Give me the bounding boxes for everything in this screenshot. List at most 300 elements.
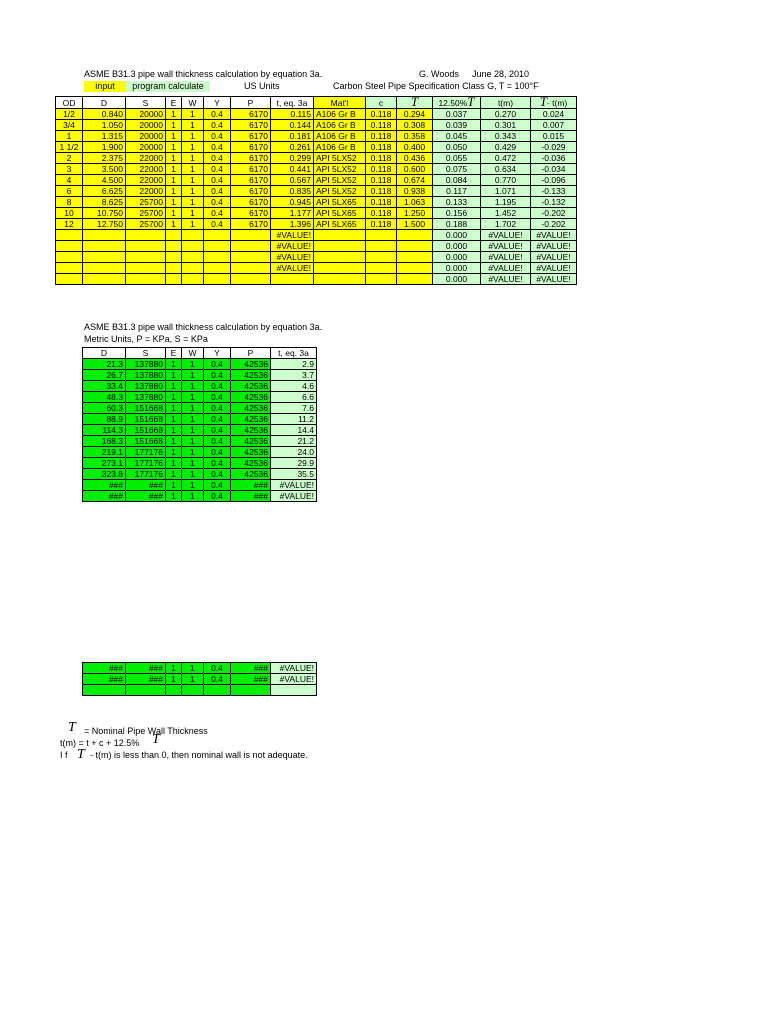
us-cell[interactable]: #VALUE! (271, 241, 314, 252)
us-cell[interactable] (271, 274, 314, 285)
us-cell[interactable]: 0.039 (433, 120, 481, 131)
metric-cell[interactable]: 151668 (126, 436, 166, 447)
metric-cell[interactable]: 1 (182, 469, 204, 480)
us-cell[interactable]: 0.294 (397, 109, 433, 120)
us-cell[interactable]: API 5LX52 (314, 186, 366, 197)
metric-cell[interactable]: #VALUE! (271, 480, 317, 491)
us-cell[interactable]: 0.4 (204, 219, 231, 230)
us-cell[interactable]: API 5LX52 (314, 153, 366, 164)
metric-cell[interactable]: 137880 (126, 381, 166, 392)
metric-cell[interactable]: ### (231, 480, 271, 491)
metric-cell[interactable]: 21.2 (271, 436, 317, 447)
us-cell[interactable]: 0.4 (204, 109, 231, 120)
us-cell[interactable]: 1 (166, 142, 182, 153)
us-cell[interactable] (126, 274, 166, 285)
us-cell[interactable] (397, 230, 433, 241)
us-cell[interactable] (166, 241, 182, 252)
metric-cell[interactable]: 0.4 (204, 469, 231, 480)
metric-cell[interactable]: 219.1 (83, 447, 126, 458)
metric-cell[interactable]: 1 (166, 403, 182, 414)
metric-cell[interactable]: 0.4 (204, 370, 231, 381)
us-cell[interactable] (397, 252, 433, 263)
metric-cell[interactable]: 1 (182, 491, 204, 502)
us-cell[interactable]: API 5LX52 (314, 175, 366, 186)
metric-cell[interactable]: 6.6 (271, 392, 317, 403)
us-cell[interactable]: 0.118 (366, 197, 397, 208)
metric-cell[interactable]: 168.3 (83, 436, 126, 447)
us-cell[interactable]: 6170 (231, 208, 271, 219)
metric-cell[interactable]: ### (126, 491, 166, 502)
metric-cell[interactable]: 1 (166, 469, 182, 480)
us-cell[interactable] (314, 263, 366, 274)
metric-cell[interactable]: 273.1 (83, 458, 126, 469)
metric-cell[interactable]: 1 (166, 425, 182, 436)
us-cell[interactable]: 0.118 (366, 131, 397, 142)
us-cell[interactable]: 0.115 (271, 109, 314, 120)
us-cell[interactable]: 1.250 (397, 208, 433, 219)
us-cell[interactable]: 0.674 (397, 175, 433, 186)
metric-cell[interactable]: 1 (182, 436, 204, 447)
us-cell[interactable] (166, 274, 182, 285)
us-cell[interactable]: 1.177 (271, 208, 314, 219)
metric-cell[interactable]: 151668 (126, 403, 166, 414)
metric-cell[interactable]: 137880 (126, 392, 166, 403)
us-cell[interactable]: 1.702 (481, 219, 531, 230)
metric-cell[interactable]: 42536 (231, 458, 271, 469)
metric-cell[interactable]: 42536 (231, 447, 271, 458)
us-cell[interactable]: 0.037 (433, 109, 481, 120)
us-cell[interactable]: 0.4 (204, 208, 231, 219)
us-cell[interactable]: 0.133 (433, 197, 481, 208)
metric-cell[interactable]: 3.7 (271, 370, 317, 381)
us-cell[interactable]: 1 (166, 120, 182, 131)
us-cell[interactable]: 20000 (126, 109, 166, 120)
us-cell[interactable]: 0.301 (481, 120, 531, 131)
us-cell[interactable] (204, 274, 231, 285)
us-cell[interactable]: 1 (182, 153, 204, 164)
metric-cell[interactable]: 60.3 (83, 403, 126, 414)
metric-cell[interactable]: 0.4 (204, 663, 231, 674)
metric-cell[interactable]: 42536 (231, 436, 271, 447)
metric-cell[interactable]: ### (231, 663, 271, 674)
us-cell[interactable]: #VALUE! (271, 252, 314, 263)
metric-cell[interactable]: 1 (182, 663, 204, 674)
us-cell[interactable] (204, 252, 231, 263)
us-cell[interactable] (231, 252, 271, 263)
metric-cell[interactable]: 7.6 (271, 403, 317, 414)
us-cell[interactable]: 0.945 (271, 197, 314, 208)
us-cell[interactable]: 20000 (126, 131, 166, 142)
us-cell[interactable]: 2 (56, 153, 83, 164)
metric-cell[interactable]: 26.7 (83, 370, 126, 381)
us-cell[interactable]: #VALUE! (531, 263, 577, 274)
us-cell[interactable]: 1 (182, 186, 204, 197)
us-cell[interactable] (56, 263, 83, 274)
metric-cell[interactable] (231, 685, 271, 696)
us-cell[interactable] (397, 241, 433, 252)
metric-cell[interactable]: 0.4 (204, 381, 231, 392)
us-cell[interactable] (204, 263, 231, 274)
us-cell[interactable]: 0.156 (433, 208, 481, 219)
us-cell[interactable]: 6 (56, 186, 83, 197)
us-cell[interactable]: 0.118 (366, 164, 397, 175)
metric-cell[interactable]: 0.4 (204, 480, 231, 491)
metric-cell[interactable]: 0.4 (204, 436, 231, 447)
metric-cell[interactable]: ### (126, 480, 166, 491)
us-cell[interactable]: 1 (166, 208, 182, 219)
us-cell[interactable]: 0.835 (271, 186, 314, 197)
us-cell[interactable]: -0.202 (531, 219, 577, 230)
us-cell[interactable] (231, 263, 271, 274)
metric-cell[interactable]: 1 (166, 359, 182, 370)
us-cell[interactable] (204, 241, 231, 252)
us-cell[interactable]: 0.118 (366, 175, 397, 186)
metric-cell[interactable]: ### (83, 480, 126, 491)
us-cell[interactable]: A106 Gr B (314, 142, 366, 153)
us-cell[interactable]: 0.000 (433, 230, 481, 241)
us-cell[interactable]: 6170 (231, 219, 271, 230)
metric-cell[interactable]: 1 (182, 447, 204, 458)
metric-cell[interactable]: ### (83, 663, 126, 674)
metric-cell[interactable]: 1 (182, 458, 204, 469)
metric-cell[interactable]: 0.4 (204, 447, 231, 458)
metric-cell[interactable]: 42536 (231, 392, 271, 403)
us-cell[interactable]: 22000 (126, 186, 166, 197)
us-cell[interactable]: -0.132 (531, 197, 577, 208)
metric-cell[interactable]: 1 (166, 480, 182, 491)
us-cell[interactable] (366, 263, 397, 274)
us-cell[interactable]: 0.358 (397, 131, 433, 142)
us-cell[interactable]: 1.195 (481, 197, 531, 208)
metric-cell[interactable]: 42536 (231, 425, 271, 436)
us-cell[interactable]: 6170 (231, 120, 271, 131)
us-cell[interactable]: 0.084 (433, 175, 481, 186)
us-cell[interactable]: 25700 (126, 208, 166, 219)
metric-cell[interactable]: 177176 (126, 447, 166, 458)
us-cell[interactable]: 10.750 (83, 208, 126, 219)
us-cell[interactable] (366, 252, 397, 263)
us-cell[interactable]: 0.4 (204, 153, 231, 164)
us-cell[interactable]: -0.029 (531, 142, 577, 153)
us-cell[interactable] (182, 230, 204, 241)
us-cell[interactable]: #VALUE! (531, 241, 577, 252)
metric-cell[interactable]: 29.9 (271, 458, 317, 469)
us-cell[interactable]: 0.000 (433, 263, 481, 274)
us-cell[interactable] (182, 241, 204, 252)
us-cell[interactable]: 4 (56, 175, 83, 186)
us-cell[interactable] (83, 263, 126, 274)
metric-cell[interactable]: 0.4 (204, 491, 231, 502)
us-cell[interactable]: 0.024 (531, 109, 577, 120)
us-cell[interactable]: API 5LX52 (314, 164, 366, 175)
us-cell[interactable] (314, 241, 366, 252)
us-cell[interactable] (56, 252, 83, 263)
us-cell[interactable]: #VALUE! (271, 230, 314, 241)
metric-cell[interactable]: 1 (166, 414, 182, 425)
us-cell[interactable]: 12 (56, 219, 83, 230)
metric-cell[interactable]: #VALUE! (271, 663, 317, 674)
us-cell[interactable]: 1.452 (481, 208, 531, 219)
metric-cell[interactable] (126, 685, 166, 696)
us-cell[interactable]: 6170 (231, 142, 271, 153)
metric-cell[interactable]: 33.4 (83, 381, 126, 392)
us-cell[interactable] (83, 274, 126, 285)
metric-cell[interactable]: 0.4 (204, 414, 231, 425)
us-cell[interactable]: 0.000 (433, 241, 481, 252)
metric-cell[interactable]: 42536 (231, 370, 271, 381)
us-cell[interactable]: 8.625 (83, 197, 126, 208)
metric-cell[interactable]: 1 (182, 425, 204, 436)
us-cell[interactable]: 1.900 (83, 142, 126, 153)
us-cell[interactable]: 1 (166, 131, 182, 142)
us-cell[interactable]: 6170 (231, 109, 271, 120)
us-cell[interactable]: 0.441 (271, 164, 314, 175)
us-cell[interactable]: 0.436 (397, 153, 433, 164)
us-cell[interactable]: #VALUE! (481, 252, 531, 263)
us-cell[interactable]: 10 (56, 208, 83, 219)
us-cell[interactable]: 0.118 (366, 208, 397, 219)
metric-cell[interactable]: 1 (182, 414, 204, 425)
us-cell[interactable]: 0.000 (433, 274, 481, 285)
metric-cell[interactable]: 1 (182, 480, 204, 491)
us-cell[interactable]: 0.4 (204, 175, 231, 186)
us-cell[interactable] (126, 252, 166, 263)
us-cell[interactable]: 0.343 (481, 131, 531, 142)
metric-cell[interactable]: ### (83, 491, 126, 502)
us-cell[interactable]: 3.500 (83, 164, 126, 175)
metric-cell[interactable]: 1 (182, 392, 204, 403)
us-cell[interactable]: 1 (182, 208, 204, 219)
metric-cell[interactable]: 1 (182, 370, 204, 381)
metric-cell[interactable]: 88.9 (83, 414, 126, 425)
us-cell[interactable] (126, 263, 166, 274)
us-cell[interactable]: 0.429 (481, 142, 531, 153)
metric-cell[interactable]: 1 (166, 436, 182, 447)
metric-cell[interactable]: 0.4 (204, 392, 231, 403)
us-cell[interactable]: #VALUE! (481, 263, 531, 274)
us-cell[interactable]: API 5LX65 (314, 219, 366, 230)
metric-cell[interactable]: 1 (166, 674, 182, 685)
us-cell[interactable]: 1.071 (481, 186, 531, 197)
us-cell[interactable]: 0.118 (366, 186, 397, 197)
us-cell[interactable]: 0.007 (531, 120, 577, 131)
us-cell[interactable]: 1 (182, 219, 204, 230)
us-cell[interactable]: 0.938 (397, 186, 433, 197)
us-cell[interactable]: #VALUE! (481, 241, 531, 252)
us-cell[interactable]: A106 Gr B (314, 109, 366, 120)
us-cell[interactable]: API 5LX65 (314, 197, 366, 208)
us-cell[interactable]: 6170 (231, 197, 271, 208)
us-cell[interactable] (366, 230, 397, 241)
metric-cell[interactable] (271, 685, 317, 696)
us-cell[interactable]: 1 (182, 197, 204, 208)
metric-cell[interactable]: 1 (166, 447, 182, 458)
us-cell[interactable]: 0.567 (271, 175, 314, 186)
metric-cell[interactable]: 42536 (231, 414, 271, 425)
metric-cell[interactable]: 1 (182, 381, 204, 392)
us-cell[interactable]: A106 Gr B (314, 131, 366, 142)
us-cell[interactable] (397, 263, 433, 274)
us-cell[interactable]: 0.181 (271, 131, 314, 142)
metric-cell[interactable]: 323.8 (83, 469, 126, 480)
us-cell[interactable]: 0.600 (397, 164, 433, 175)
us-cell[interactable]: 0.045 (433, 131, 481, 142)
metric-cell[interactable]: ### (231, 491, 271, 502)
us-cell[interactable]: 6170 (231, 131, 271, 142)
metric-cell[interactable]: 1 (166, 392, 182, 403)
us-cell[interactable]: 1 (166, 164, 182, 175)
us-cell[interactable]: 0.4 (204, 131, 231, 142)
us-cell[interactable]: 0.299 (271, 153, 314, 164)
us-cell[interactable]: -0.133 (531, 186, 577, 197)
us-cell[interactable]: 1 (166, 219, 182, 230)
us-cell[interactable] (56, 241, 83, 252)
us-cell[interactable]: 1 (166, 175, 182, 186)
us-cell[interactable]: 2.375 (83, 153, 126, 164)
us-cell[interactable]: 8 (56, 197, 83, 208)
us-cell[interactable]: 1 (166, 186, 182, 197)
us-cell[interactable]: 0.055 (433, 153, 481, 164)
us-cell[interactable]: 6.625 (83, 186, 126, 197)
metric-cell[interactable]: ### (83, 674, 126, 685)
metric-cell[interactable]: 2.9 (271, 359, 317, 370)
metric-cell[interactable]: 1 (182, 359, 204, 370)
us-cell[interactable] (366, 241, 397, 252)
metric-cell[interactable]: #VALUE! (271, 491, 317, 502)
us-cell[interactable]: 1 (182, 164, 204, 175)
us-cell[interactable]: 0.4 (204, 197, 231, 208)
us-cell[interactable]: 4.500 (83, 175, 126, 186)
metric-cell[interactable] (204, 685, 231, 696)
us-cell[interactable]: 0.075 (433, 164, 481, 175)
us-cell[interactable]: 1 (182, 142, 204, 153)
us-cell[interactable]: 0.050 (433, 142, 481, 153)
metric-cell[interactable] (83, 685, 126, 696)
us-cell[interactable]: 0.270 (481, 109, 531, 120)
us-cell[interactable]: 6170 (231, 175, 271, 186)
us-cell[interactable]: 0.4 (204, 142, 231, 153)
us-cell[interactable]: #VALUE! (531, 252, 577, 263)
us-cell[interactable]: 1.050 (83, 120, 126, 131)
us-cell[interactable] (231, 274, 271, 285)
us-cell[interactable]: 0.118 (366, 153, 397, 164)
us-cell[interactable]: #VALUE! (481, 230, 531, 241)
metric-cell[interactable] (166, 685, 182, 696)
us-cell[interactable] (83, 230, 126, 241)
us-cell[interactable]: 3 (56, 164, 83, 175)
us-cell[interactable]: 1.063 (397, 197, 433, 208)
us-cell[interactable]: 1 (182, 120, 204, 131)
us-cell[interactable]: 20000 (126, 120, 166, 131)
us-cell[interactable]: 1 1/2 (56, 142, 83, 153)
metric-cell[interactable]: ### (126, 674, 166, 685)
us-cell[interactable]: 0.840 (83, 109, 126, 120)
metric-cell[interactable]: 0.4 (204, 458, 231, 469)
us-cell[interactable] (231, 230, 271, 241)
us-cell[interactable] (314, 252, 366, 263)
us-cell[interactable]: 1 (56, 131, 83, 142)
us-cell[interactable]: 0.472 (481, 153, 531, 164)
us-cell[interactable]: -0.202 (531, 208, 577, 219)
us-cell[interactable]: 1.315 (83, 131, 126, 142)
us-cell[interactable]: 0.770 (481, 175, 531, 186)
us-cell[interactable]: #VALUE! (531, 230, 577, 241)
us-cell[interactable]: 22000 (126, 175, 166, 186)
metric-cell[interactable]: ### (126, 663, 166, 674)
us-cell[interactable]: 0.634 (481, 164, 531, 175)
us-cell[interactable] (83, 241, 126, 252)
us-cell[interactable] (83, 252, 126, 263)
metric-cell[interactable]: 0.4 (204, 425, 231, 436)
us-cell[interactable] (366, 274, 397, 285)
us-cell[interactable]: 3/4 (56, 120, 83, 131)
us-cell[interactable]: 0.400 (397, 142, 433, 153)
metric-cell[interactable]: 1 (182, 674, 204, 685)
us-cell[interactable] (182, 274, 204, 285)
metric-cell[interactable]: 4.6 (271, 381, 317, 392)
us-cell[interactable]: A106 Gr B (314, 120, 366, 131)
us-cell[interactable]: 22000 (126, 164, 166, 175)
metric-cell[interactable]: 151668 (126, 425, 166, 436)
us-cell[interactable]: 25700 (126, 197, 166, 208)
metric-cell[interactable]: 14.4 (271, 425, 317, 436)
us-cell[interactable] (397, 274, 433, 285)
us-cell[interactable]: 0.188 (433, 219, 481, 230)
us-cell[interactable] (231, 241, 271, 252)
us-cell[interactable]: 1 (182, 109, 204, 120)
metric-cell[interactable]: #VALUE! (271, 674, 317, 685)
us-cell[interactable] (182, 252, 204, 263)
us-cell[interactable]: 0.118 (366, 120, 397, 131)
us-cell[interactable]: 1.396 (271, 219, 314, 230)
us-cell[interactable] (126, 230, 166, 241)
metric-cell[interactable]: 1 (166, 458, 182, 469)
us-cell[interactable]: 0.117 (433, 186, 481, 197)
us-cell[interactable] (166, 252, 182, 263)
us-cell[interactable] (314, 274, 366, 285)
metric-cell[interactable]: 177176 (126, 458, 166, 469)
us-cell[interactable]: 6170 (231, 153, 271, 164)
us-cell[interactable]: 0.4 (204, 164, 231, 175)
us-cell[interactable]: 6170 (231, 164, 271, 175)
us-cell[interactable]: 1.500 (397, 219, 433, 230)
metric-cell[interactable]: 0.4 (204, 403, 231, 414)
us-cell[interactable]: 1 (166, 109, 182, 120)
metric-cell[interactable]: 1 (166, 370, 182, 381)
us-cell[interactable]: 0.308 (397, 120, 433, 131)
metric-cell[interactable]: 35.5 (271, 469, 317, 480)
metric-cell[interactable] (182, 685, 204, 696)
us-cell[interactable] (56, 230, 83, 241)
us-cell[interactable]: 0.118 (366, 219, 397, 230)
us-cell[interactable]: 1 (182, 131, 204, 142)
metric-cell[interactable]: 137880 (126, 370, 166, 381)
us-cell[interactable] (314, 230, 366, 241)
us-cell[interactable]: 6170 (231, 186, 271, 197)
us-cell[interactable]: 0.4 (204, 120, 231, 131)
us-cell[interactable]: -0.036 (531, 153, 577, 164)
us-cell[interactable]: 0.015 (531, 131, 577, 142)
us-cell[interactable]: 22000 (126, 153, 166, 164)
metric-cell[interactable]: 137880 (126, 359, 166, 370)
us-cell[interactable]: 0.000 (433, 252, 481, 263)
us-cell[interactable]: 0.4 (204, 186, 231, 197)
us-cell[interactable]: 0.118 (366, 142, 397, 153)
us-cell[interactable]: 1 (182, 175, 204, 186)
us-cell[interactable]: API 5LX65 (314, 208, 366, 219)
metric-cell[interactable]: 1 (182, 403, 204, 414)
metric-cell[interactable]: 151668 (126, 414, 166, 425)
